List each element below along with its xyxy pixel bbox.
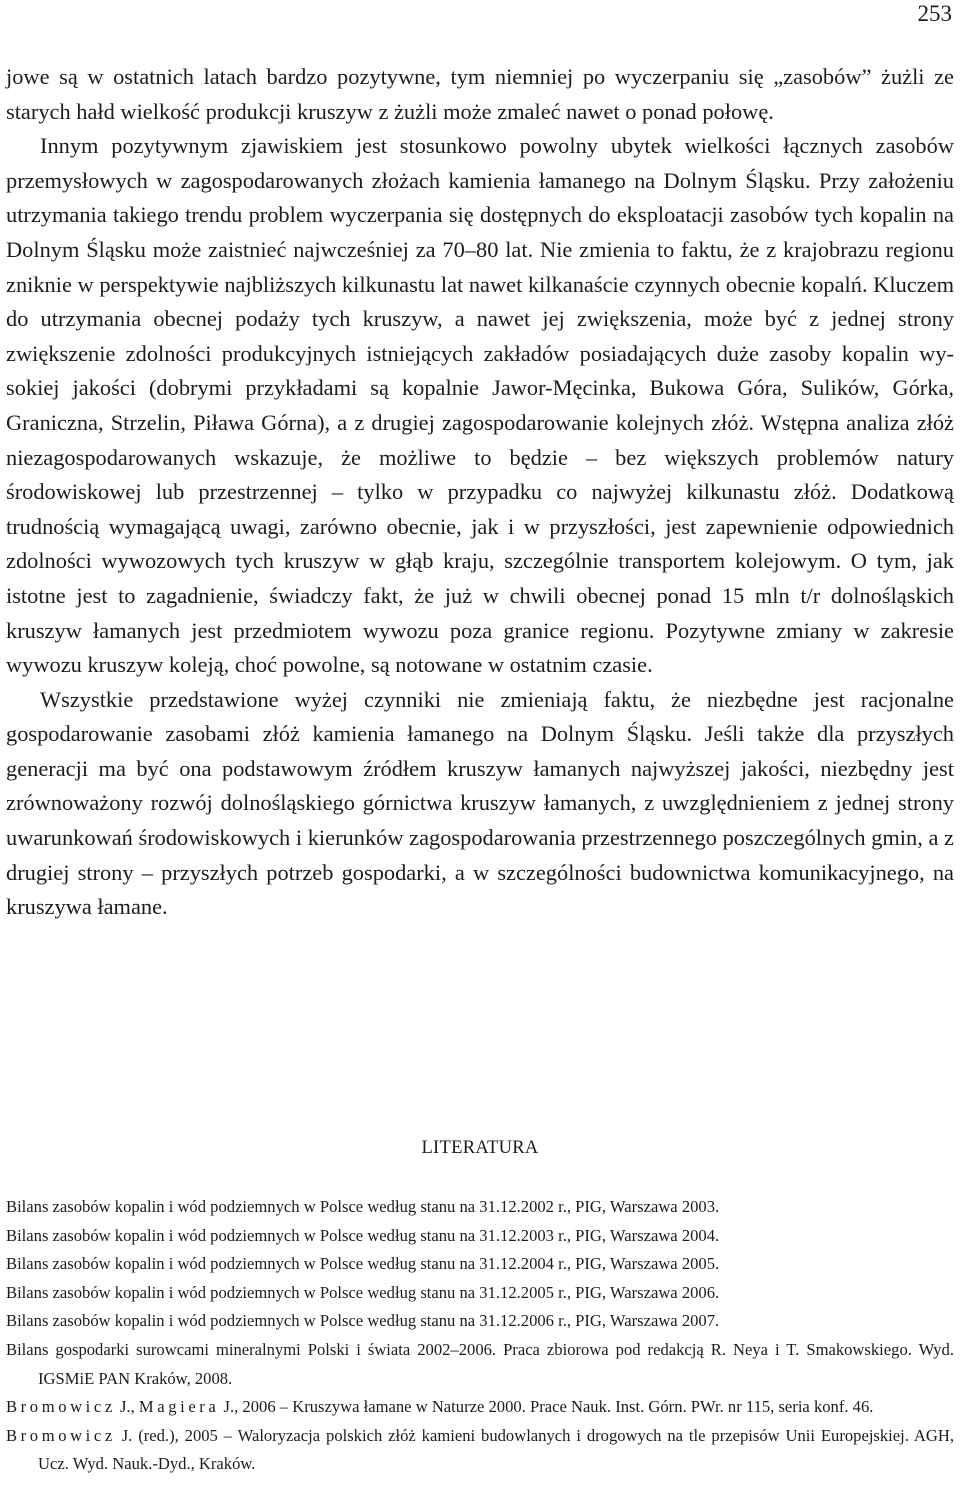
reference-item	[6, 1222, 954, 1251]
reference-item	[6, 1336, 954, 1393]
reference-text: Bilans zasobów kopalin i wód podziemnych w Polsce według stanu na 31.12.2002 r., PIG, Warszawa 2003.	[6, 1197, 720, 1216]
reference-list	[6, 1193, 954, 1479]
reference-author: Magiera	[138, 1397, 220, 1417]
reference-item	[6, 1250, 954, 1279]
reference-text: Bilans zasobów kopalin i wód podziemnych w Polsce według stanu na 31.12.2003 r., PIG, Warszawa 2004.	[6, 1225, 720, 1245]
reference-text: Bilans gospodarki surowcami mineralnymi Polski i świata 2002–2006. Praca zbiorowa pod redakcją R. Neya i T. Smakowskiego. Wyd. IGSMiE PAN Kraków, 2008.	[6, 1339, 954, 1388]
body-text	[6, 60, 954, 925]
paragraph-continued: jowe są w ostatnich latach bardzo pozytywne, tym niemniej po wyczerpaniu się „zasobów” żużli ze starych hałd wielkość produkcji kruszyw z żużli może zmaleć nawet o ponad połowę.	[6, 64, 954, 124]
reference-item	[6, 1279, 954, 1308]
paragraph: Wszystkie przedstawione wyżej czynniki nie zmieniają faktu, że niezbędne jest racjonalne gospodarowanie zasobami złóż kamienia łamanego na Dolnym Śląsku. Jeśli także dla przyszłych generacji ma być ona podstawowym źródłem kruszyw łamanych najwyższej jakości, niezbędny jest zrównoważony rozwój dolnośląskiego górnictwa kruszyw łamanych, z uwzględnieniem z jednej strony uwarunkowań środowiskowych i kierunków zagospodarowania przestrzennego poszczególnych gmin, a z drugiej strony – przyszłych potrzeb gospodarki, a w szczególności budownictwa komunikacyjnego, na kruszywa łamane.	[6, 686, 954, 920]
reference-item	[6, 1193, 954, 1222]
reference-item	[6, 1393, 954, 1422]
reference-author-initial: J.,	[115, 1397, 139, 1417]
reference-text: J., 2006 – Kruszywa łamane w Naturze 2000. Prace Nauk. Inst. Górn. PWr. nr 115, seria konf. 46.	[219, 1397, 874, 1417]
page-number: 253	[917, 1, 952, 26]
reference-item	[6, 1422, 954, 1479]
reference-text: Bilans zasobów kopalin i wód podziemnych w Polsce według stanu na 31.12.2005 r., PIG, Warszawa 2006.	[6, 1282, 720, 1302]
paragraph: Innym pozytywnym zjawiskiem jest stosunkowo powolny ubytek wielkości łącznych zasobów przemysłowych w zagospodarowanych złożach kamienia łamanego na Dolnym Śląsku. Przy założeniu utrzymania takiego trendu problem wyczerpania się dostępnych do eksploatacji zasobów tych kopalin na Dolnym Śląsku może zaistnieć najwcześniej za 70–80 lat. Nie zmienia to faktu, że z krajobrazu regionu zniknie w perspektywie najbliższych kilkunastu lat nawet kilkanaście czynnych obecnie kopalń. Kluczem do utrzymania obecnej podaży tych kruszyw, a nawet jej zwiększenia, może być z jednej strony zwiększenie zdolności produkcyjnych istniejących zakładów posiadających duże zasoby kopalin wysokiej jakości (dobrymi przykładami są kopalnie Jawor-Męcinka, Bukowa Góra, Sulików, Górka, Graniczna, Strzelin, Piława Górna), a z drugiej zagospodarowanie kolejnych złóż. Wstępna analiza złóż niezagospodarowanych wskazuje, że możliwe to będzie – bez większych problemów natury środowiskowej lub przestrzennej – tylko w przypadku co najwyżej kilkunastu złóż. Dodatkową trudnością wymagającą uwagi, zarówno obecnie, jak i w przyszłości, jest zapewnienie odpowiednich zdolności wywozowych tych kruszyw w głąb kraju, szczególnie transportem kolejowym. O tym, jak istotne jest to zagadnienie, świadczy fakt, że już w chwili obecnej ponad 15 mln t/r dolnośląskich kruszyw łamanych jest przedmiotem wywozu poza granice regionu. Pozytywne zmiany w zakresie wywozu kruszyw koleją, choć powolne, są notowane w ostatnim czasie.	[6, 133, 954, 678]
reference-author: Bromowicz	[6, 1425, 116, 1445]
reference-text: J. (red.), 2005 – Waloryzacja polskich złóż kamieni budowlanych i drogowych na tle przepisów Unii Europejskiej. AGH, Ucz. Wyd. Nauk.-Dyd., Kraków.	[38, 1425, 954, 1474]
reference-text: Bilans zasobów kopalin i wód podziemnych w Polsce według stanu na 31.12.2006 r., PIG, Warszawa 2007.	[6, 1311, 720, 1331]
reference-author: Bromowicz	[6, 1397, 116, 1417]
literature-heading: LITERATURA	[421, 1138, 539, 1158]
reference-text: Bilans zasobów kopalin i wód podziemnych w Polsce według stanu na 31.12.2004 r., PIG, Warszawa 2005.	[6, 1254, 720, 1274]
reference-item	[6, 1307, 954, 1336]
